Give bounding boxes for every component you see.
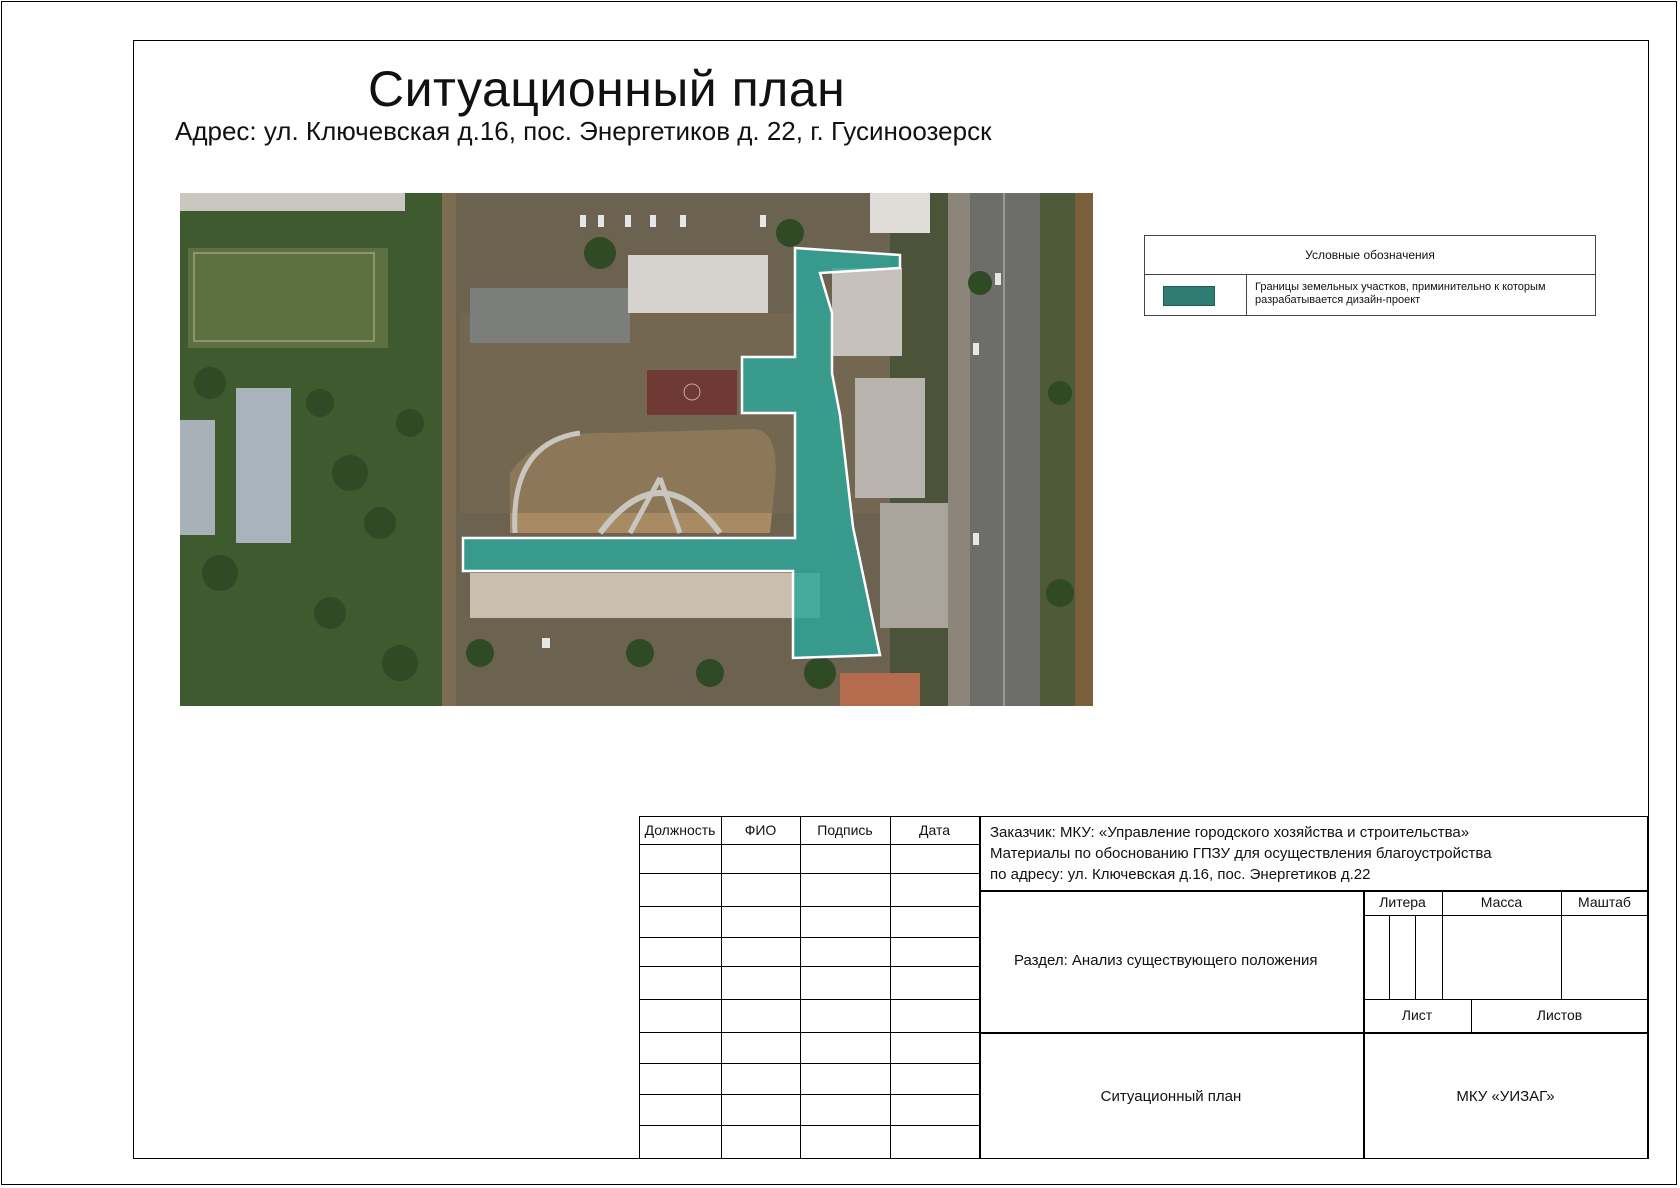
address-subtitle: Адрес: ул. Ключевская д.16, пос. Энергетиков д. 22, г. Гусиноозерск: [175, 116, 992, 146]
customer-text: Заказчик: МКУ: «Управление городского хозяйства и строительства»: [990, 824, 1470, 841]
header-date: Дата: [918, 822, 950, 838]
litera-label: Литера: [1379, 894, 1426, 910]
organization-name: МКУ «УИЗАГ»: [1456, 1088, 1555, 1105]
page-title: Ситуационный план: [368, 61, 846, 117]
legend: [1144, 235, 1596, 316]
grid-line: [639, 966, 979, 967]
grid-line: [1363, 999, 1648, 1000]
drawing-name: Ситуационный план: [1100, 1088, 1242, 1105]
header-position: Должность: [644, 822, 716, 838]
grid-line: [1363, 890, 1365, 1159]
grid-line: [721, 816, 722, 1159]
legend-header: Условные обозначения: [1145, 236, 1595, 275]
grid-line: [979, 1032, 1648, 1034]
aerial-map-image: [180, 193, 1093, 706]
grid-line: [800, 816, 801, 1159]
grid-line: [979, 890, 1648, 892]
section-text: Раздел: Анализ существующего положения: [1014, 952, 1318, 969]
legend-swatch: [1163, 286, 1215, 306]
grid-line: [639, 1094, 979, 1095]
grid-line: [639, 1032, 979, 1033]
title-block: [639, 816, 1648, 1159]
grid-line: [1389, 915, 1390, 999]
listov-label: Листов: [1536, 1007, 1583, 1023]
materials-line-1: Материалы по обоснованию ГПЗУ для осуществления благоустройства: [990, 845, 1492, 862]
grid-line: [639, 1063, 979, 1064]
legend-item-label: Границы земельных участков, приминительно к которым разрабатывается дизайн-проект: [1255, 281, 1546, 306]
aerial-map[interactable]: [180, 193, 1093, 706]
grid-line: [979, 816, 981, 1159]
grid-line: [639, 1125, 979, 1126]
header-signature: Подпись: [817, 822, 873, 838]
grid-line: [1415, 915, 1416, 999]
legend-item: [1145, 275, 1595, 316]
grid-line: [890, 816, 891, 1159]
grid-line: [639, 937, 979, 938]
grid-line: [639, 873, 979, 874]
grid-line: [639, 844, 979, 845]
mashtab-label: Маштаб: [1578, 894, 1631, 910]
grid-line: [639, 999, 979, 1000]
grid-line: [1363, 915, 1648, 916]
list-label: Лист: [1401, 1007, 1433, 1023]
massa-label: Масса: [1480, 894, 1523, 910]
legend-divider: [1246, 275, 1247, 316]
materials-line-2: по адресу: ул. Ключевская д.16, пос. Энергетиков д.22: [990, 866, 1371, 883]
grid-line: [639, 906, 979, 907]
header-name: ФИО: [744, 822, 777, 838]
